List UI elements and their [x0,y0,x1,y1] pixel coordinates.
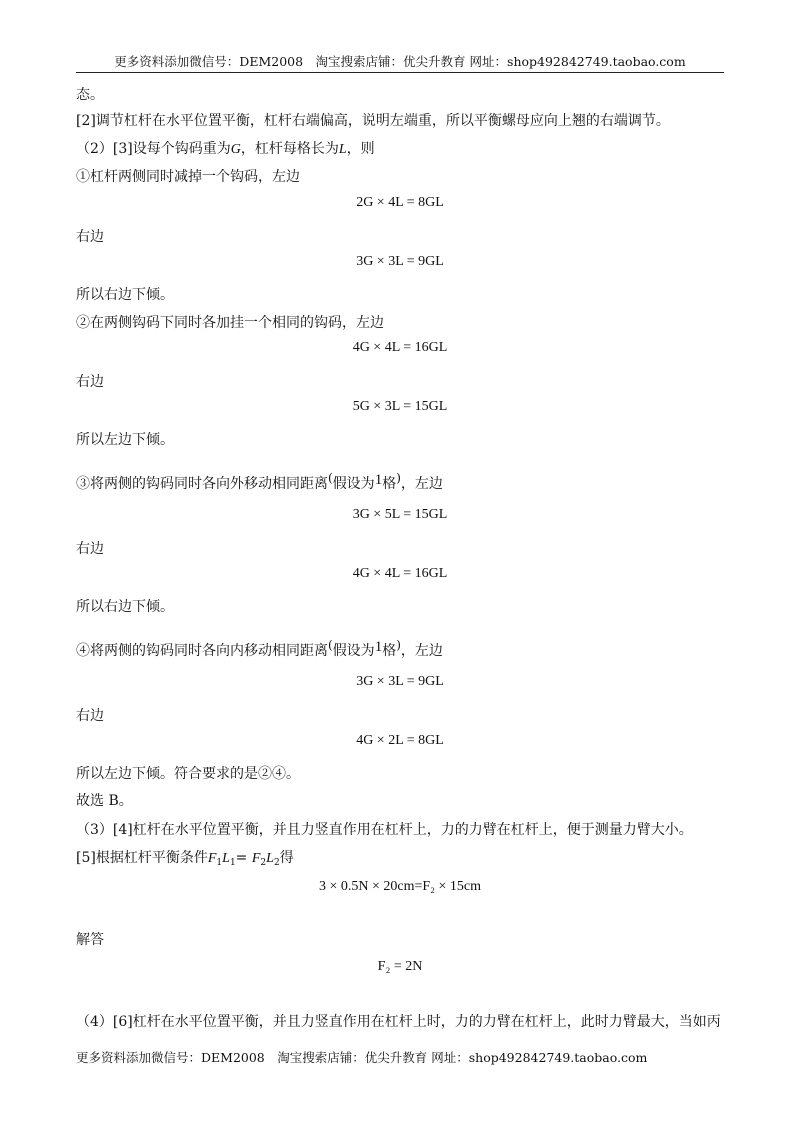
text-span: （2）[3]设每个钩码重为 [76,141,231,157]
text-line [76,469,443,493]
text-line: 态。 [76,87,104,103]
text-line [76,636,443,660]
text-line [76,849,294,872]
equation: F₂ = 2N [377,959,423,974]
equation: 2G × 4L = 8GL [356,195,444,210]
text-line: （4）[6]杠杆在水平位置平衡，并且力竖直作用在杠杆上时，力的力臂在杠杆上，此时力臂最大，当如丙 [76,1014,721,1030]
number: 1 [374,639,383,655]
var-F: F [251,851,261,866]
text-span: ，左边 [400,643,443,659]
subscript: 2 [273,858,280,868]
text-span: 假设为 [332,476,375,492]
text-span: ③将两侧的钩码同时各向外移动相同距离 [76,476,328,492]
equation: 4G × 4L = 16GL [352,340,448,355]
text-span: 得 [279,850,294,866]
header-rule [76,72,724,73]
text-line: 所以左边下倾。 [76,432,174,448]
equation: 3 × 0.5N × 20cm=F₂ × 15cm [318,879,482,894]
var-F: F [207,851,217,866]
text-span: ④将两侧的钩码同时各向内移动相同距离 [76,643,328,659]
paren: ) [396,638,401,652]
text-line: 右边 [76,229,104,245]
text-line: 解答 [76,932,104,948]
text-line: 右边 [76,374,104,390]
text-span: ，则 [346,141,375,157]
text-line: 右边 [76,708,104,724]
text-span: ，左边 [400,476,443,492]
var-G: G [230,142,241,157]
page-header: 更多资料添加微信号：DEM2008 淘宝搜索店铺：优尖升教育 网址：shop492842749.taobao.com [114,54,686,69]
subscript: 1 [216,858,223,868]
text-span: 格 [382,643,397,659]
subscript: 2 [260,858,267,868]
text-span: 格 [382,476,397,492]
text-line: 所以右边下倾。 [76,599,174,615]
equation: 3G × 3L = 9GL [356,254,444,269]
paren: ) [396,471,401,485]
equation: 4G × 2L = 8GL [356,733,444,748]
text-line: 右边 [76,541,104,557]
text-span: 假设为 [332,643,375,659]
equation: 5G × 3L = 15GL [352,399,448,414]
text-line: [2]调节杠杆在水平位置平衡，杠杆右端偏高，说明左端重，所以平衡螺母应向上翘的右端调节。 [76,113,670,129]
equation: 3G × 5L = 15GL [352,507,448,522]
text-line: 故选 B。 [76,793,133,809]
text-line: 所以左边下倾。符合要求的是②④。 [76,766,300,782]
text-span: ，杠杆每格长为 [240,141,339,157]
paren: ( [328,471,333,485]
text-span: [5]根据杠杆平衡条件 [76,850,208,866]
equation: 4G × 4L = 16GL [352,566,448,581]
paren: ( [328,638,333,652]
var-L: L [222,851,230,866]
text-line: ①杠杆两侧同时减掉一个钩码，左边 [76,169,300,185]
subscript: 1 [229,858,236,868]
var-L: L [266,851,274,866]
text-line: ②在两侧钩码下同时各加挂一个相同的钩码，左边 [76,315,384,331]
number: 1 [374,472,383,488]
var-L: L [338,142,347,157]
text-line [76,140,375,159]
text-span: = [235,850,252,866]
text-line: （3）[4]杠杆在水平位置平衡，并且力竖直作用在杠杆上，力的力臂在杠杆上，便于测量力臂大小。 [76,822,693,838]
page-footer: 更多资料添加微信号：DEM2008 淘宝搜索店铺：优尖升教育 网址：shop492842749.taobao.com [76,1050,648,1065]
text-line: 所以右边下倾。 [76,287,174,303]
equation: 3G × 3L = 9GL [356,674,444,689]
